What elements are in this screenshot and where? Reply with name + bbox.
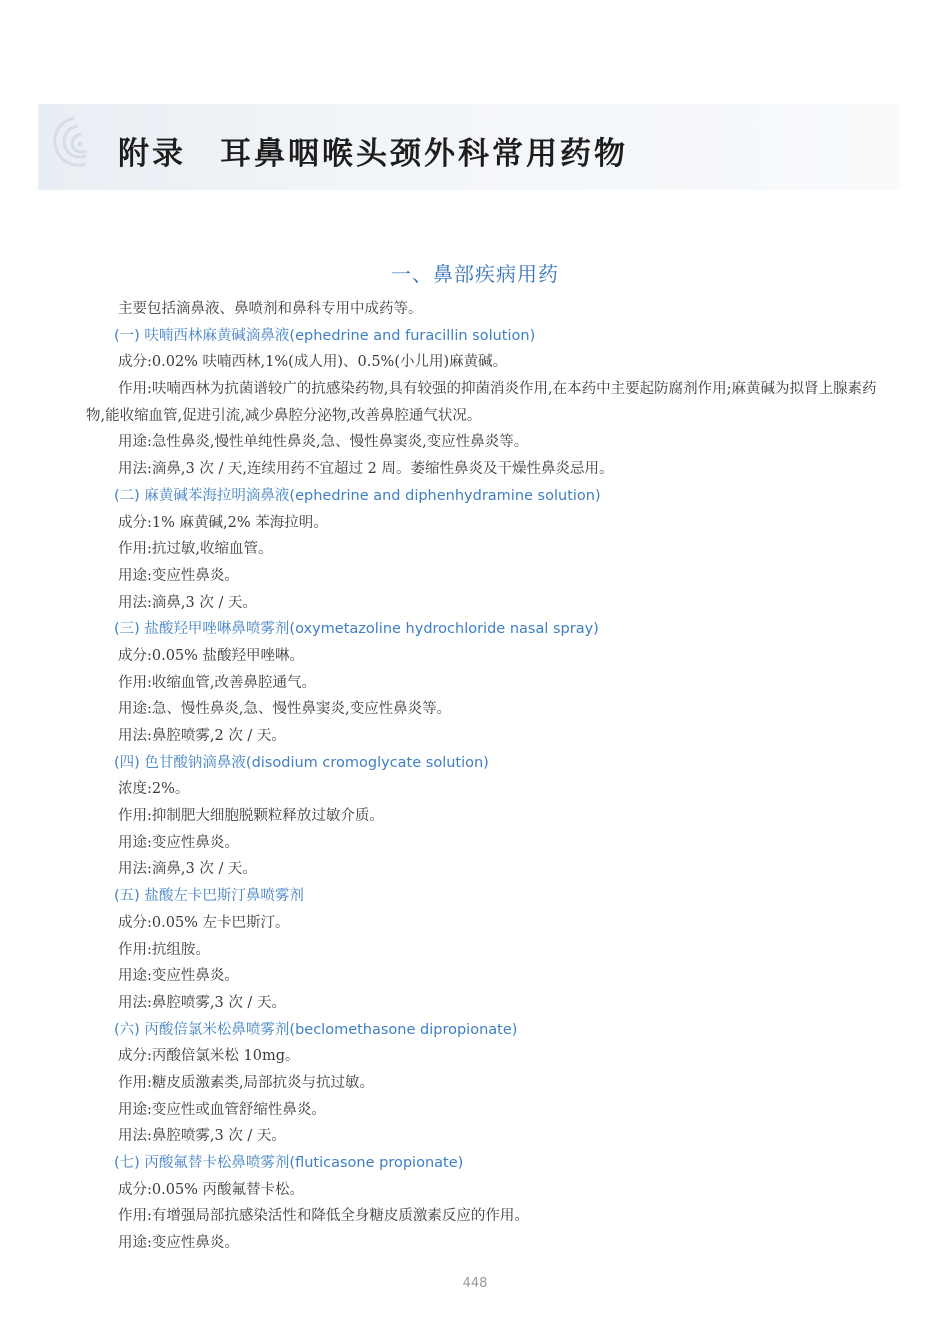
drug-composition: 成分:0.05% 左卡巴斯汀。 (118, 914, 290, 931)
drug-action: 作用:呋喃西林为抗菌谱较广的抗感染药物,具有较强的抑菌消炎作用,在本药中主要起防腐剂作用;麻黄碱为拟肾上腺素药物,能收缩血管,促进引流,减少鼻腔分泌物,改善鼻腔通气状况。 (86, 381, 877, 424)
drug-entry-4 (86, 750, 886, 883)
drug-indication: 用途:变应性或血管舒缩性鼻炎。 (118, 1101, 326, 1118)
page-content (86, 296, 886, 1257)
drug-composition: 成分:0.02% 呋喃西林,1%(成人用)、0.5%(小儿用)麻黄碱。 (118, 354, 508, 371)
drug-indication: 用途:变应性鼻炎。 (118, 567, 239, 584)
drug-concentration: 浓度:2%。 (118, 781, 190, 798)
page-number: 448 (462, 1276, 488, 1291)
drug-usage: 用法:滴鼻,3 次 / 天。 (118, 594, 257, 611)
drug-usage: 用法:滴鼻,3 次 / 天,连续用药不宜超过 2 周。萎缩性鼻炎及干燥性鼻炎忌用。 (118, 461, 614, 478)
drug-action: 作用:收缩血管,改善鼻腔通气。 (118, 674, 316, 691)
drug-entry-2 (86, 483, 886, 616)
drug-usage: 用法:鼻腔喷雾,3 次 / 天。 (118, 1128, 286, 1145)
drug-entry-3 (86, 616, 886, 749)
section-title: 一、鼻部疾病用药 (391, 262, 559, 286)
chapter-title: 附录 耳鼻咽喉头颈外科常用药物 (118, 136, 628, 172)
drug-action: 作用:抗过敏,收缩血管。 (118, 541, 273, 558)
drug-heading: (五) 盐酸左卡巴斯汀鼻喷雾剂 (114, 888, 304, 905)
drug-heading: (三) 盐酸羟甲唑啉鼻喷雾剂(oxymetazoline hydrochloride nasal spray) (114, 621, 599, 638)
drug-heading: (一) 呋喃西林麻黄碱滴鼻液(ephedrine and furacillin solution) (114, 327, 536, 344)
drug-composition: 成分:0.05% 丙酸氟替卡松。 (118, 1181, 305, 1198)
drug-usage: 用法:鼻腔喷雾,3 次 / 天。 (118, 994, 286, 1011)
drug-action: 作用:抗组胺。 (118, 941, 210, 958)
drug-usage: 用法:滴鼻,3 次 / 天。 (118, 861, 257, 878)
drug-action: 作用:有增强局部抗感染活性和降低全身糖皮质激素反应的作用。 (118, 1208, 529, 1225)
drug-composition: 成分:丙酸倍氯米松 10mg。 (118, 1048, 300, 1065)
drug-composition: 成分:1% 麻黄碱,2% 苯海拉明。 (118, 514, 328, 531)
drug-entry-1 (86, 323, 886, 483)
drug-indication: 用途:变应性鼻炎。 (118, 834, 239, 851)
drug-entry-7 (86, 1150, 886, 1257)
drug-heading: (七) 丙酸氟替卡松鼻喷雾剂(fluticasone propionate) (114, 1155, 464, 1172)
drug-usage: 用法:鼻腔喷雾,2 次 / 天。 (118, 728, 286, 745)
drug-indication: 用途:急性鼻炎,慢性单纯性鼻炎,急、慢性鼻窦炎,变应性鼻炎等。 (118, 434, 529, 451)
drug-action: 作用:抑制肥大细胞脱颗粒释放过敏介质。 (118, 808, 384, 825)
drug-heading: (四) 色甘酸钠滴鼻液(disodium cromoglycate solution) (114, 754, 489, 771)
drug-entry-5 (86, 883, 886, 1016)
intro-text: 主要包括滴鼻液、鼻喷剂和鼻科专用中成药等。 (118, 301, 423, 317)
drug-entry-6 (86, 1017, 886, 1150)
drug-action: 作用:糖皮质激素类,局部抗炎与抗过敏。 (118, 1074, 374, 1091)
drug-indication: 用途:变应性鼻炎。 (118, 968, 239, 985)
drug-composition: 成分:0.05% 盐酸羟甲唑啉。 (118, 647, 305, 664)
drug-indication: 用途:急、慢性鼻炎,急、慢性鼻窦炎,变应性鼻炎等。 (118, 701, 452, 718)
drug-indication: 用途:变应性鼻炎。 (118, 1235, 239, 1252)
drug-heading: (二) 麻黄碱苯海拉明滴鼻液(ephedrine and diphenhydramine solution) (114, 487, 601, 504)
drug-heading: (六) 丙酸倍氯米松鼻喷雾剂(beclomethasone dipropionate) (114, 1021, 518, 1038)
chapter-logo-icon (38, 108, 108, 186)
